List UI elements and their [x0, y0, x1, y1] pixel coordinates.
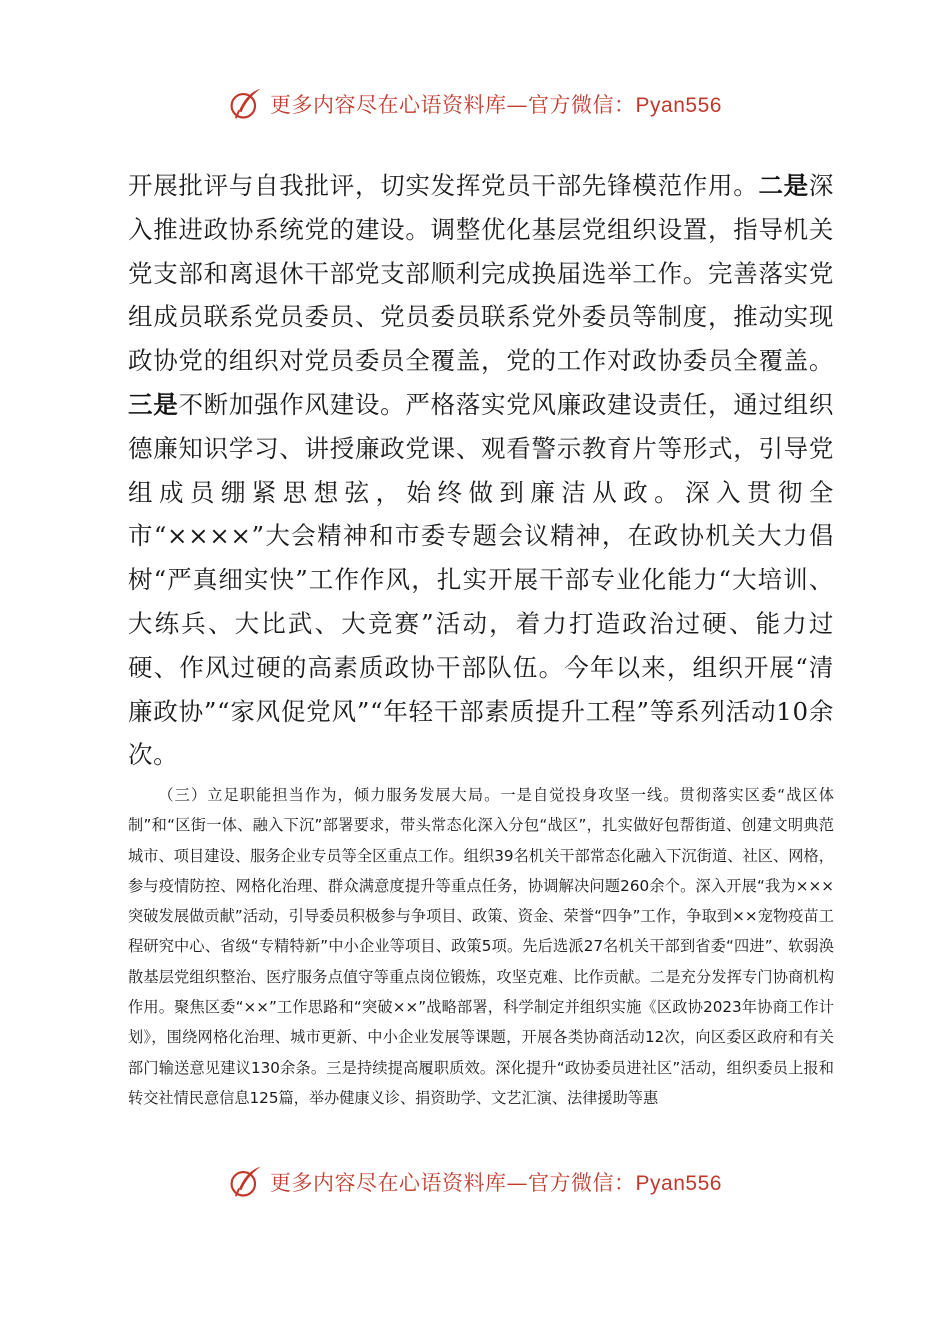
watermark-text: [270, 1167, 722, 1197]
watermark-label: 更多内容尽在心语资料库—官方微信：: [270, 93, 636, 117]
bold-marker-2: 二是: [758, 171, 809, 200]
watermark-wechat-id: Pyan556: [635, 94, 722, 117]
main-segment-1: 开展批评与自我批评，切实发挥党员干部先锋模范作用。: [128, 171, 759, 200]
quill-logo-icon: [228, 1164, 264, 1200]
body-paragraph-section-3: （三）立足职能担当作为，倾力服务发展大局。一是自觉投身攻坚一线。贯彻落实区委“战区体制”和“区街一体、融入下沉”部署要求，带头常态化深入分包“战区”，扎实做好包帮街道、创建文明典范城市、项目建设、服务企业专员等全区重点工作。组织39名机关干部常态化融入下沉街道、社区、网格，参与疫情防控、网格化治理、群众满意度提升等重点任务，协调解决问题260余个。深入开展“我为×××突破发展做贡献”活动，引导委员积极参与争项目、政策、资金、荣誉“四争”工作，争取到××宠物疫苗工程研究中心、省级“专精特新”中小企业等项目、政策5项。先后选派27名机关干部到省委“四进”、软弱涣散基层党组织整治、医疗服务点值守等重点岗位锻炼，攻坚克难、比作贡献。二是充分发挥专门协商机构作用。聚焦区委“××”工作思路和“突破××”战略部署，科学制定并组织实施《区政协2023年协商工作计划》，围绕网格化治理、城市更新、中小企业发展等课题，开展各类协商活动12次，向区委区政府和有关部门输送意见建议130余条。三是持续提高履职质效。深化提升“政协委员进社区”活动，组织委员上报和转交社情民意信息125篇，举办健康义诊、捐资助学、文艺汇演、法律援助等惠: [128, 786, 834, 1107]
watermark-footer: [0, 1162, 950, 1202]
watermark-wechat-id: Pyan556: [635, 1172, 722, 1195]
watermark-text: [270, 89, 722, 119]
bold-marker-3: 三是: [128, 389, 179, 419]
main-segment-2: 深入推进政协系统党的建设。调整优化基层党组织设置，指导机关党支部和离退休干部党支部顺利完成换届选举工作。完善落实党组成员联系党员委员、党员委员联系党外委员等制度，推动实现政协党的组织对党员委员全覆盖，党的工作对政协委员全覆盖。: [128, 171, 834, 376]
main-segment-3: 不断加强作风建设。严格落实党风廉政建设责任，通过组织德廉知识学习、讲授廉政党课、观看警示教育片等形式，引导党组成员绷紧思想弦，始终做到廉洁从政。深入贯彻全市“××××”大会精神和市委专题会议精神，在政协机关大力倡树“严真细实快”工作作风，扎实开展干部专业化能力“大培训、大练兵、大比武、大竞赛”活动，着力打造政治过硬、能力过硬、作风过硬的高素质政协干部队伍。今年以来，组织开展“清廉政协”“家风促党风”“年轻干部素质提升工程”等系列活动10余次。: [128, 389, 834, 770]
watermark-header: [0, 84, 950, 124]
watermark-label: 更多内容尽在心语资料库—官方微信：: [270, 1171, 636, 1195]
body-paragraph-large: [128, 164, 834, 777]
quill-logo-icon: [228, 86, 264, 122]
